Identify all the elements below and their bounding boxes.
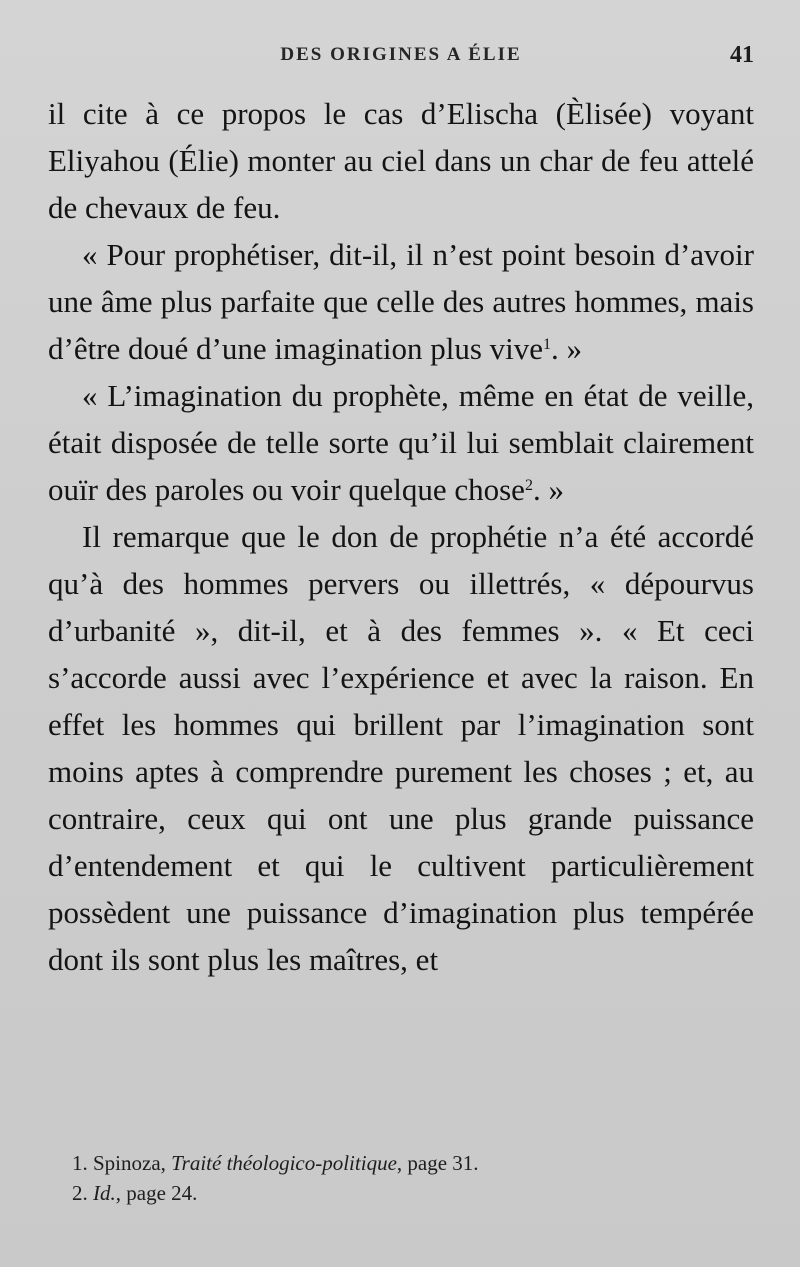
paragraph-1-text: il cite à ce propos le cas d’Elischa (Èlisée) voyant Eliyahou (Élie) monter au ciel dans un char de feu attelé de chevaux de feu.	[48, 96, 754, 225]
footnote-1	[72, 1148, 762, 1178]
footnote-1-title: Traité théologico-politique	[171, 1151, 397, 1175]
footnote-2-author: Id.	[93, 1181, 116, 1205]
paragraph-3	[48, 372, 754, 513]
footnotes	[72, 1148, 762, 1208]
paragraph-2	[48, 231, 754, 372]
paragraph-1	[48, 90, 754, 231]
footnote-ref-1[interactable]: 1	[543, 336, 552, 353]
running-head	[48, 42, 754, 72]
paragraph-2-text: « Pour prophétiser, dit-il, il n’est point besoin d’avoir une âme plus parfaite que celle des autres hommes, mais d’être doué d’une imagination plus vive	[48, 237, 754, 366]
paragraph-4-text: Il remarque que le don de prophétie n’a été accordé qu’à des hommes pervers ou illettrés, « dépourvus d’urbanité », dit-il, et à des femmes ». « Et ceci s’accorde aussi avec l’expérience et avec la raison. En effet les hommes qui brillent par l’imagination sont moins aptes à comprendre purement les choses ; et, au contraire, ceux qui ont une plus grande puissance d’entendement et qui le cultivent particulièrement possèdent une puissance d’imagination plus tempérée dont ils sont plus les maîtres, et	[48, 519, 754, 977]
footnote-2-number: 2.	[72, 1181, 88, 1205]
footnote-2	[72, 1178, 762, 1208]
paragraph-3-closing: . »	[532, 472, 564, 507]
footnote-1-rest: , page 31.	[396, 1151, 479, 1175]
footnote-1-number: 1.	[72, 1151, 88, 1175]
footnote-2-rest: , page 24.	[115, 1181, 198, 1205]
body-text	[48, 90, 754, 983]
running-title: DES ORIGINES A ÉLIE	[280, 44, 522, 65]
paragraph-3-text: « L’imagination du prophète, même en état de veille, était disposée de telle sorte qu’il lui semblait clairement ouïr des paroles ou voir quelque chose	[48, 378, 754, 507]
footnote-ref-2[interactable]: 2	[524, 477, 533, 494]
page-number: 41	[730, 42, 754, 68]
paragraph-2-closing: . »	[551, 331, 583, 366]
paragraph-4	[48, 513, 754, 983]
footnote-1-author: Spinoza,	[93, 1151, 166, 1175]
